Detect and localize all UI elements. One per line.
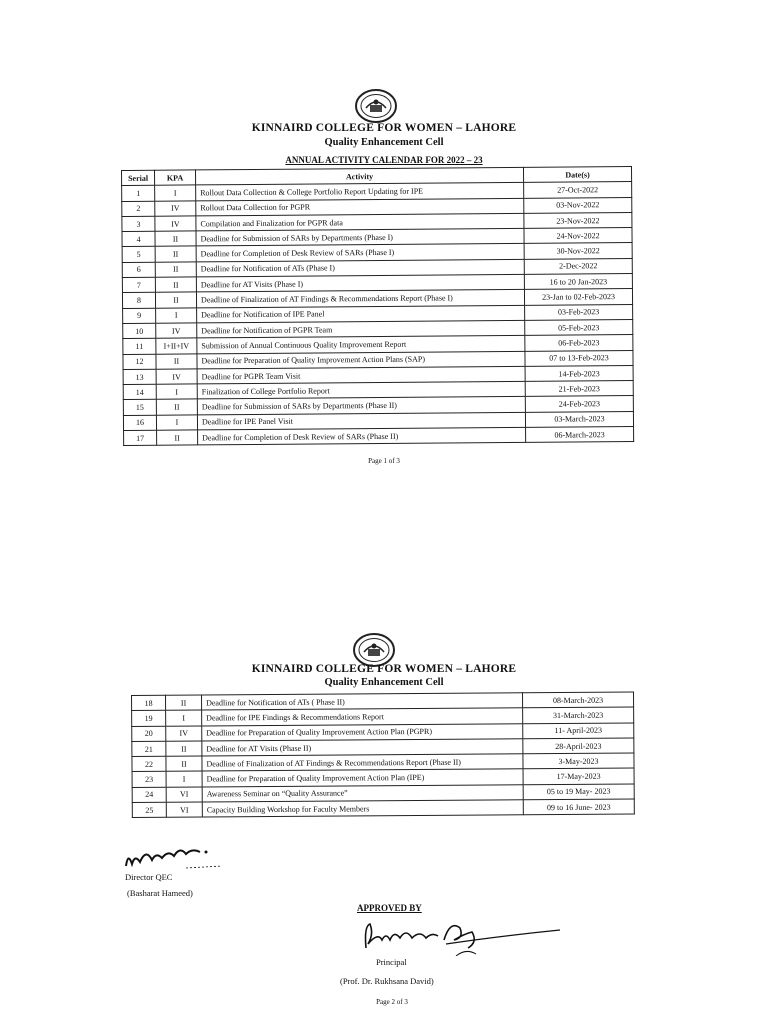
- cell-kpa: VI: [166, 787, 202, 803]
- college-crest-logo: [354, 88, 398, 124]
- cell-kpa: II: [156, 353, 197, 369]
- cell-date: 2-Dec-2022: [524, 258, 632, 274]
- cell-date: 05-Feb-2023: [525, 319, 633, 335]
- cell-kpa: IV: [155, 201, 196, 217]
- cell-serial: 20: [132, 726, 166, 742]
- cell-serial: 19: [132, 711, 166, 727]
- cell-date: 05 to 19 May- 2023: [523, 784, 634, 800]
- calendar-title: ANNUAL ACTIVITY CALENDAR FOR 2022 – 23: [285, 155, 483, 165]
- cell-serial: 15: [123, 400, 156, 416]
- cell-kpa: I: [155, 185, 196, 201]
- cell-activity: Deadline for AT Visits (Phase I): [196, 274, 524, 292]
- cell-activity: Deadline for Preparation of Quality Improvement Action Plan (PGPR): [202, 723, 523, 741]
- cell-date: 23-Nov-2022: [524, 212, 632, 228]
- cell-date: 06-Feb-2023: [525, 335, 633, 351]
- cell-serial: 12: [123, 354, 156, 370]
- cell-activity: Deadline for Notification of PGPR Team: [197, 320, 525, 338]
- cell-date: 24-Nov-2022: [524, 228, 632, 244]
- cell-name: Quality Enhancement Cell: [324, 677, 444, 688]
- cell-serial: 18: [132, 695, 166, 711]
- header-kpa: KPA: [155, 170, 196, 186]
- cell-activity: Deadline for IPE Panel Visit: [197, 412, 525, 430]
- cell-kpa: II: [155, 292, 196, 308]
- cell-activity: Deadline for Notification of ATs (Phase I): [196, 259, 524, 277]
- cell-kpa: I: [166, 771, 202, 787]
- college-name: KINNAIRD COLLEGE FOR WOMEN – LAHORE: [251, 122, 517, 134]
- cell-activity: Deadline of Finalization of AT Findings & Recommendations Report (Phase II): [202, 754, 523, 772]
- cell-serial: 13: [123, 369, 156, 385]
- cell-date: 30-Nov-2022: [524, 243, 632, 259]
- principal-signature: [360, 914, 570, 956]
- cell-serial: 3: [122, 216, 155, 232]
- cell-activity: Deadline for PGPR Team Visit: [197, 366, 525, 384]
- cell-kpa: I+II+IV: [156, 338, 197, 354]
- cell-serial: 11: [123, 338, 156, 354]
- cell-activity: Capacity Building Workshop for Faculty Members: [202, 800, 523, 818]
- cell-serial: 5: [122, 247, 155, 263]
- director-signature: [122, 842, 232, 872]
- cell-date: 16 to 20 Jan-2023: [524, 274, 632, 290]
- cell-serial: 2: [122, 201, 155, 217]
- cell-date: 3-May-2023: [523, 753, 634, 769]
- cell-kpa: II: [166, 756, 202, 772]
- cell-activity: Deadline for Submission of SARs by Departments (Phase I): [196, 229, 524, 247]
- cell-serial: 22: [132, 756, 166, 772]
- header-serial: Serial: [122, 170, 155, 186]
- activity-calendar-table: [121, 166, 634, 446]
- approved-by-label: APPROVED BY: [357, 903, 422, 913]
- cell-date: 09 to 16 June- 2023: [523, 799, 634, 815]
- cell-serial: 24: [132, 787, 166, 803]
- cell-kpa: II: [155, 231, 196, 247]
- cell-serial: 17: [124, 430, 157, 446]
- cell-kpa: II: [166, 741, 202, 757]
- table-row: [132, 799, 634, 818]
- principal-name: (Prof. Dr. Rukhsana David): [340, 976, 434, 986]
- cell-activity: Deadline for Preparation of Quality Improvement Action Plans (SAP): [197, 351, 525, 369]
- cell-serial: 10: [123, 323, 156, 339]
- cell-activity: Deadline of Finalization of AT Findings & Recommendations Report (Phase I): [196, 290, 524, 308]
- cell-activity: Deadline for Completion of Desk Review of SARs (Phase II): [198, 427, 526, 445]
- page-footer: Page 2 of 3: [376, 998, 408, 1006]
- cell-date: 27-Oct-2022: [524, 182, 632, 198]
- cell-date: 31-March-2023: [523, 707, 634, 723]
- cell-serial: 4: [122, 231, 155, 247]
- cell-date: 03-Feb-2023: [525, 304, 633, 320]
- cell-serial: 14: [123, 384, 156, 400]
- cell-kpa: I: [156, 384, 197, 400]
- cell-activity: Deadline for Submission of SARs by Departments (Phase II): [197, 397, 525, 415]
- cell-kpa: II: [166, 695, 202, 711]
- cell-date: 03-Nov-2022: [524, 197, 632, 213]
- cell-activity: Rollout Data Collection & College Portfolio Report Updating for IPE: [196, 183, 524, 201]
- cell-kpa: II: [155, 277, 196, 293]
- page-footer: Page 1 of 3: [368, 457, 400, 465]
- cell-serial: 7: [122, 277, 155, 293]
- cell-activity: Deadline for IPE Findings & Recommendations Report: [202, 708, 523, 726]
- cell-date: 28-April-2023: [523, 738, 634, 754]
- cell-date: 24-Feb-2023: [525, 396, 633, 412]
- cell-kpa: I: [156, 415, 197, 431]
- cell-kpa: IV: [166, 726, 202, 742]
- cell-date: 06-March-2023: [526, 427, 634, 443]
- director-name: (Basharat Hameed): [127, 888, 193, 898]
- cell-activity: Compilation and Finalization for PGPR data: [196, 213, 524, 231]
- cell-activity: Deadline for AT Visits (Phase II): [202, 739, 523, 757]
- cell-date: 03-March-2023: [525, 411, 633, 427]
- cell-serial: 6: [122, 262, 155, 278]
- cell-kpa: IV: [156, 369, 197, 385]
- cell-date: 23-Jan to 02-Feb-2023: [524, 289, 632, 305]
- cell-date: 21-Feb-2023: [525, 381, 633, 397]
- cell-serial: 16: [123, 415, 156, 431]
- cell-activity: Deadline for Notification of IPE Panel: [197, 305, 525, 323]
- cell-kpa: II: [155, 246, 196, 262]
- cell-date: 14-Feb-2023: [525, 365, 633, 381]
- header-activity: Activity: [196, 167, 524, 185]
- cell-activity: Deadline for Preparation of Quality Improvement Action Plan (IPE): [202, 769, 523, 787]
- cell-activity: Awareness Seminar on “Quality Assurance”: [202, 785, 523, 803]
- header-dates: Date(s): [523, 166, 631, 182]
- cell-kpa: II: [157, 430, 198, 446]
- cell-serial: 1: [122, 186, 155, 202]
- cell-kpa: II: [156, 399, 197, 415]
- cell-activity: Deadline for Notification of ATs ( Phase II): [202, 693, 523, 711]
- cell-date: 07 to 13-Feb-2023: [525, 350, 633, 366]
- cell-activity: Submission of Annual Continuous Quality Improvement Report: [197, 336, 525, 354]
- cell-name: Quality Enhancement Cell: [324, 137, 444, 148]
- college-name: KINNAIRD COLLEGE FOR WOMEN – LAHORE: [251, 663, 517, 675]
- cell-activity: Finalization of College Portfolio Report: [197, 381, 525, 399]
- cell-date: 11- April-2023: [523, 723, 634, 739]
- cell-serial: 21: [132, 741, 166, 757]
- cell-date: 17-May-2023: [523, 768, 634, 784]
- activity-calendar-table-continued: [131, 691, 635, 818]
- cell-serial: 8: [122, 293, 155, 309]
- cell-kpa: II: [155, 262, 196, 278]
- cell-kpa: I: [166, 710, 202, 726]
- cell-kpa: VI: [166, 802, 202, 818]
- table-row: [124, 427, 634, 446]
- principal-title: Principal: [376, 957, 407, 967]
- cell-activity: Rollout Data Collection for PGPR: [196, 198, 524, 216]
- cell-serial: 25: [132, 802, 166, 818]
- cell-kpa: IV: [156, 323, 197, 339]
- director-title: Director QEC: [125, 872, 173, 882]
- cell-kpa: IV: [155, 216, 196, 232]
- cell-date: 08-March-2023: [522, 692, 633, 708]
- cell-kpa: I: [156, 308, 197, 324]
- cell-serial: 9: [123, 308, 156, 324]
- cell-serial: 23: [132, 772, 166, 788]
- document-page-2: [0, 620, 768, 1024]
- cell-activity: Deadline for Completion of Desk Review of SARs (Phase I): [196, 244, 524, 262]
